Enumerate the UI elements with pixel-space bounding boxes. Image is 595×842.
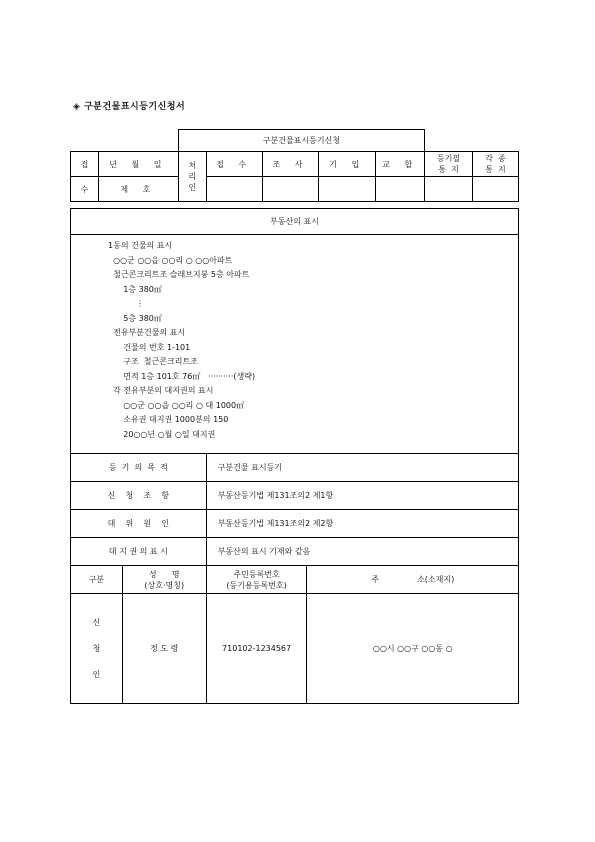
subrogation-cause-value[interactable]: 부동산등기법 제131조의2 제2항 — [206, 510, 518, 538]
property-line: 1층 380㎡ — [108, 284, 162, 294]
property-line: 면적 1층 101호 76㎡ ··········(생략) — [108, 371, 256, 381]
processor-label: 처 리 인 — [178, 152, 206, 202]
col-completion-notice: 등기필 통 지 — [425, 152, 473, 177]
cell-giip[interactable] — [319, 177, 376, 202]
reception-date-label: 년 월 일 — [98, 152, 178, 177]
col-id-header: 주민등록번호 (등기용등록번호) — [206, 566, 307, 594]
col-jeopsu: 접 수 — [206, 152, 262, 177]
property-line: 각 전유부분의 대지권의 표시 — [108, 386, 214, 395]
applicant-row-label: 신 청 인 — [71, 594, 123, 704]
col-giip: 기 입 — [319, 152, 376, 177]
property-line: 1동의 건물의 표시 — [108, 241, 173, 250]
property-line: 구조 철근콘크리트조 — [108, 357, 198, 366]
applicant-name[interactable]: 정 도 령 — [122, 594, 206, 704]
col-name-header: 성 명 (상호·명칭) — [122, 566, 206, 594]
land-right-label: 대 지 권 의 표 시 — [71, 538, 207, 566]
col-type-header: 구분 — [71, 566, 123, 594]
property-line: ○○군 ○○읍 ○○리 ○ 대 1000㎡ — [108, 400, 245, 410]
property-description — [71, 235, 519, 454]
purpose-label: 등 기 의 목 적 — [71, 454, 207, 482]
cell-various-notice[interactable] — [473, 177, 519, 202]
col-address-header: 주 소(소재지) — [307, 566, 519, 594]
cell-gyohap[interactable] — [376, 177, 425, 202]
reception-table — [70, 129, 519, 202]
property-line: 20○○년 ○월 ○일 대지권 — [108, 429, 216, 439]
cell-completion-notice[interactable] — [425, 177, 473, 202]
reception-label-jeop: 접 — [71, 152, 99, 177]
property-line: ○○군 ○○읍 ○○리 ○ ○○아파트 — [108, 255, 233, 265]
purpose-value[interactable]: 구분건물 표시등기 — [206, 454, 518, 482]
property-line: 철근콘크리트조 슬래브지붕 5층 아파트 — [108, 270, 250, 279]
application-clause-label: 신 청 조 항 — [71, 482, 207, 510]
applicant-address[interactable]: ○○시 ○○구 ○○동 ○ — [307, 594, 519, 704]
property-header: 부동산의 표시 — [71, 209, 519, 235]
reception-label-su: 수 — [71, 177, 99, 202]
main-form-table — [70, 208, 519, 704]
property-line: 전유부분건물의 표시 — [108, 328, 186, 337]
property-line: 5층 380㎡ — [108, 313, 162, 323]
col-josa: 조 사 — [262, 152, 319, 177]
property-line: 건물의 번호 1-101 — [108, 342, 191, 352]
reception-number-label: 제 호 — [98, 177, 178, 202]
cell-jeopsu[interactable] — [206, 177, 262, 202]
cell-josa[interactable] — [262, 177, 319, 202]
reception-form-title: 구분건물표시등기신청 — [178, 130, 424, 152]
land-right-value[interactable]: 부동산의 표시 기재와 같음 — [206, 538, 518, 566]
property-line: 소유권 대지권 1000분의 150 — [108, 415, 229, 424]
property-line: ⋮ — [108, 299, 144, 308]
document-title: ◈ 구분건물표시등기신청서 — [73, 102, 186, 112]
col-gyohap: 교 합 — [376, 152, 425, 177]
col-various-notice: 각 종 통 지 — [473, 152, 519, 177]
applicant-id[interactable]: 710102-1234567 — [206, 594, 307, 704]
application-clause-value[interactable]: 부동산등기법 제131조의2 제1항 — [206, 482, 518, 510]
subrogation-cause-label: 대 위 원 인 — [71, 510, 207, 538]
